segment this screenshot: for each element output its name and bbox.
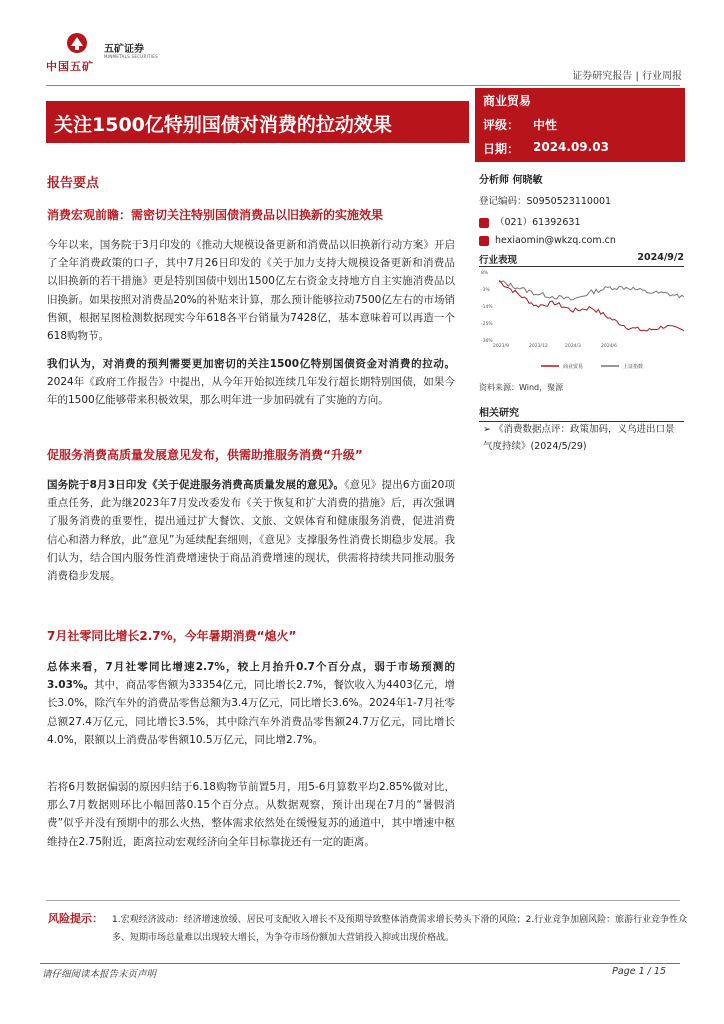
analyst-email-row (479, 235, 684, 246)
legend-sse: 上证指数 (623, 364, 644, 370)
analyst-phone-row (479, 214, 684, 228)
performance-date: 2024/9/2 (637, 252, 684, 263)
logo-text-securities: 五矿证券 (104, 44, 144, 55)
risk-text: 1.宏观经济波动：经济增速放缓、居民可支配收入增长不及预期导致整体消费需求增长势头下滑的风险；2.行业竞争加剧风险：旅游行业竞争性众多、短期市场总量难以出现较大增长，为争夺市场份额加大营销投入抑或出现价格战。 (112, 915, 688, 943)
date-value: 2024.09.03 (533, 140, 609, 154)
section1-para2-rest: 2024年《政府工作报告》中提出，从今年开始拟连续几年发行超长期特别国债，如果今年的1500亿能够带来积极效果，那么明年进一步加码就有了实施的方向。 (47, 376, 455, 407)
section3-para1 (47, 658, 455, 749)
x-tick-label: 2024/3 (565, 344, 581, 349)
analyst-phone: （021）61392631 (495, 217, 581, 228)
footer-divider (40, 963, 680, 964)
series-line-commerce (499, 281, 684, 331)
section3-title: 7月社零同比增长2.7%，今年暑期消费“熄火” (47, 629, 297, 643)
chart-source: 资料来源：Wind，聚源 (479, 383, 564, 392)
series-line-sse (499, 280, 684, 300)
section3-para2: 若将6月数据偏弱的原因归结于6.18购物节前置5月，用5-6月算数平均2.85%做对比，那么7月数据则环比小幅回落0.15个百分点。从数据观察，预计出现在7月的“暑假消费”似乎并没有预期中的那么火热，整体需求依然处在缓慢复苏的通道中，其中增速中枢维持在2.75附近，距离拉动宏观经济向全年目标靠拢还有一定的距离。 (47, 781, 455, 848)
x-tick-label: 2023/12 (529, 344, 548, 349)
rating-value: 中性 (533, 118, 558, 132)
logo-text-cn: 中国五矿 (46, 60, 94, 73)
x-tick-label: 2023/9 (493, 344, 509, 349)
y-tick-label: -36% (481, 339, 493, 344)
report-title: 关注1500亿特别国债对消费的拉动效果 (54, 114, 392, 136)
rating-panel (475, 88, 685, 162)
analyst-reg: 登记编码：S0950523110001 (479, 196, 612, 207)
section2-para1-rest: 《意见》提出6方面20项重点任务，此为继2023年7月发改委发布《关于恢复和扩大消费的措施》后，再次强调了服务消费的重要性，提出通过扩大餐饮、文旅、文娱体育和健康服务消费，促进消费信心和潜力释放，此“意见”为延续配套细则，《意见》支撑服务性消费长期稳步发展。我们认为，结合国内服务性消费增速快于商品消费增速的现状，供需将持续共同推动服务消费稳步发展。 (47, 479, 455, 583)
section3-para1-bold: 总体来看，7月社零同比增速2.7%，较上月抬升0.7个百分点，弱于市场预测的3.03%。 (47, 661, 455, 692)
rating-label: 评级： (483, 118, 520, 132)
legend-commerce: 商业贸易 (563, 364, 584, 370)
section1-para2 (47, 355, 455, 410)
header-divider (46, 85, 680, 86)
email-icon (479, 236, 489, 246)
y-tick-label: -14% (481, 305, 493, 310)
y-tick-label: 8% (481, 271, 489, 276)
related-item-text[interactable]: 《消费数据点评：政策加码，义乌进出口景气度持续》(2024/5/29) (483, 424, 675, 452)
analyst-name: 分析师 何晓敏 (479, 175, 543, 186)
section2-title: 促服务消费高质量发展意见发布，供需助推服务消费“升级” (47, 448, 363, 462)
related-item[interactable]: ➢ 《消费数据点评：政策加码，义乌进出口景气度持续》(2024/5/29) (483, 424, 675, 452)
risk-divider (46, 900, 680, 901)
risk-label: 风险提示： (48, 912, 103, 925)
section2-para1-bold: 国务院于8月3日印发《关于促进服务消费高质量发展的意见》。 (47, 479, 345, 491)
company-logo (46, 32, 166, 72)
analyst-info (479, 171, 684, 246)
performance-heading: 行业表现 (479, 255, 518, 266)
section1-para2-bold: 我们认为，对消费的预判需要更加密切的关注1500亿特别国债资金对消费的拉动。 (47, 358, 455, 370)
section2-para1 (47, 476, 455, 585)
x-tick-label: 2024/6 (601, 344, 617, 349)
analyst-email[interactable]: hexiaomin@wkzq.com.cn (495, 235, 616, 246)
section1-title: 消费宏观前瞻：需密切关注特别国债消费品以旧换新的实施效果 (47, 208, 384, 222)
y-tick-label: -25% (481, 322, 493, 327)
date-label: 日期： (483, 142, 520, 156)
report-type: 证券研究报告 | 行业周报 (572, 71, 682, 82)
logo-emblem-icon (66, 32, 88, 54)
performance-chart (479, 266, 689, 374)
page-number: Page 1 / 15 (612, 966, 666, 977)
phone-icon (479, 218, 489, 228)
y-tick-label: -3% (481, 288, 490, 293)
section3-para1-rest: 其中，商品零售额为33354亿元，同比增长2.7%，餐饮收入为4403亿元，增长3.0%，除汽车外的消费品零售总额为3.4万亿元，同比增长3.6%。2024年1-7月社零总额27.4万亿元，同比增长3.5%，其中除汽车外消费品零售额24.7万亿元，同比增长4.0%，限额以上消费品零售额10.5万亿元，同比增2.7%。 (47, 679, 455, 746)
related-heading: 相关研究 (479, 404, 684, 422)
footer-disclaimer[interactable]: 请仔细阅读本报告末页声明 (42, 969, 157, 980)
industry-name: 商业贸易 (483, 94, 532, 108)
key-points-heading: 报告要点 (47, 176, 100, 191)
section1-para1: 今年以来，国务院于3月印发的《推动大规模设备更新和消费品以旧换新行动方案》开启了全年消费政策的口子，其中7月26日印发的《关于加力支持大规模设备更新和消费品以旧换新的若干措施》更是特别国债中划出1500亿左右资金支持地方自主实施消费品以旧换新。如果按照对消费品20%的补贴来计算，那么预计能够拉动7500亿左右的市场销售额，根据星图检测数据现实今年618各平台销量为7428亿，基本意味着可以再造一个618购物节。 (47, 239, 455, 343)
logo-text-securities-en: MINMETALS SECURITIES (104, 54, 158, 59)
performance-header (479, 252, 684, 267)
